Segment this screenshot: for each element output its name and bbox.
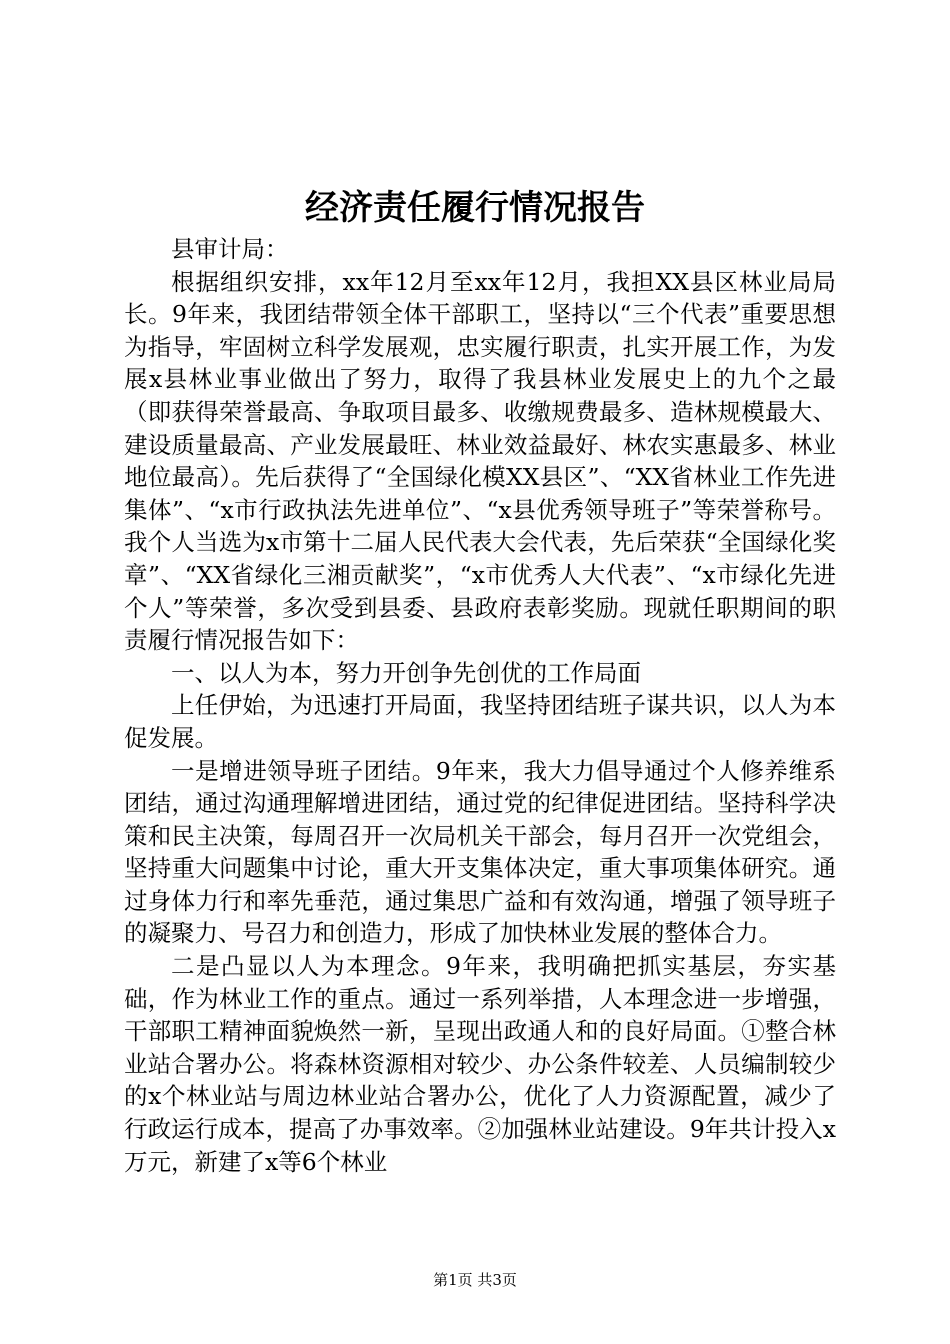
section-heading: 一、以人为本，努力开创争先创优的工作局面 — [171, 658, 641, 687]
page-footer: 第1页 共3页 — [433, 1271, 517, 1289]
body-paragraph: 二是凸显以人为本理念。9年来，我明确把抓实基层，夯实基础，作为林业工作的重点。通过一系列举措，人本理念进一步增强，干部职工精神面貌焕然一新，呈现出政通人和的良好局面。①整合林业站合署办公。将森林资源相对较少、办公条件较差、人员编制较少的x个林业站与周边林业站合署办公，优化了人力资源配置，减少了行政运行成本，提高了办事效率。②加强林业站建设。9年共计投入x万元，新建了x等6个林业 — [124, 952, 836, 1176]
body-paragraph: 一是增进领导班子团结。9年来，我大力倡导通过个人修养维系团结，通过沟通理解增进团结，通过党的纪律促进团结。坚持科学决策和民主决策，每周召开一次局机关干部会，每月召开一次党组会，坚持重大问题集中讨论，重大开支集体决定，重大事项集体研究。通过身体力行和率先垂范，通过集思广益和有效沟通，增强了领导班子的凝聚力、号召力和创造力，形成了加快林业发展的整体合力。 — [124, 756, 836, 948]
document-body — [124, 233, 836, 1178]
body-paragraph: 根据组织安排，xx年12月至xx年12月，我担XX县区林业局局长。9年来，我团结带领全体干部职工，坚持以“三个代表”重要思想为指导，牢固树立科学发展观，忠实履行职责，扎实开展工作，为发展x县林业事业做出了努力，取得了我县林业发展史上的九个之最（即获得荣誉最高、争取项目最多、收缴规费最多、造林规模最大、建设质量最高、产业发展最旺、林业效益最好、林农实惠最多、林业地位最高）。先后获得了“全国绿化模XX县区”、“XX省林业工作先进集体”、“x市行政执法先进单位”、“x县优秀领导班子”等荣誉称号。我个人当选为x市第十二届人民代表大会代表，先后荣获“全国绿化奖章”、“XX省绿化三湘贡献奖”，“x市优秀人大代表”、“x市绿化先进个人”等荣誉，多次受到县委、县政府表彰奖励。现就任职期间的职责履行情况报告如下： — [124, 267, 836, 655]
body-paragraph: 上任伊始，为迅速打开局面，我坚持团结班子谋共识，以人为本促发展。 — [124, 691, 836, 752]
document-title: 经济责任履行情况报告 — [305, 188, 645, 228]
salutation: 县审计局： — [171, 235, 289, 263]
